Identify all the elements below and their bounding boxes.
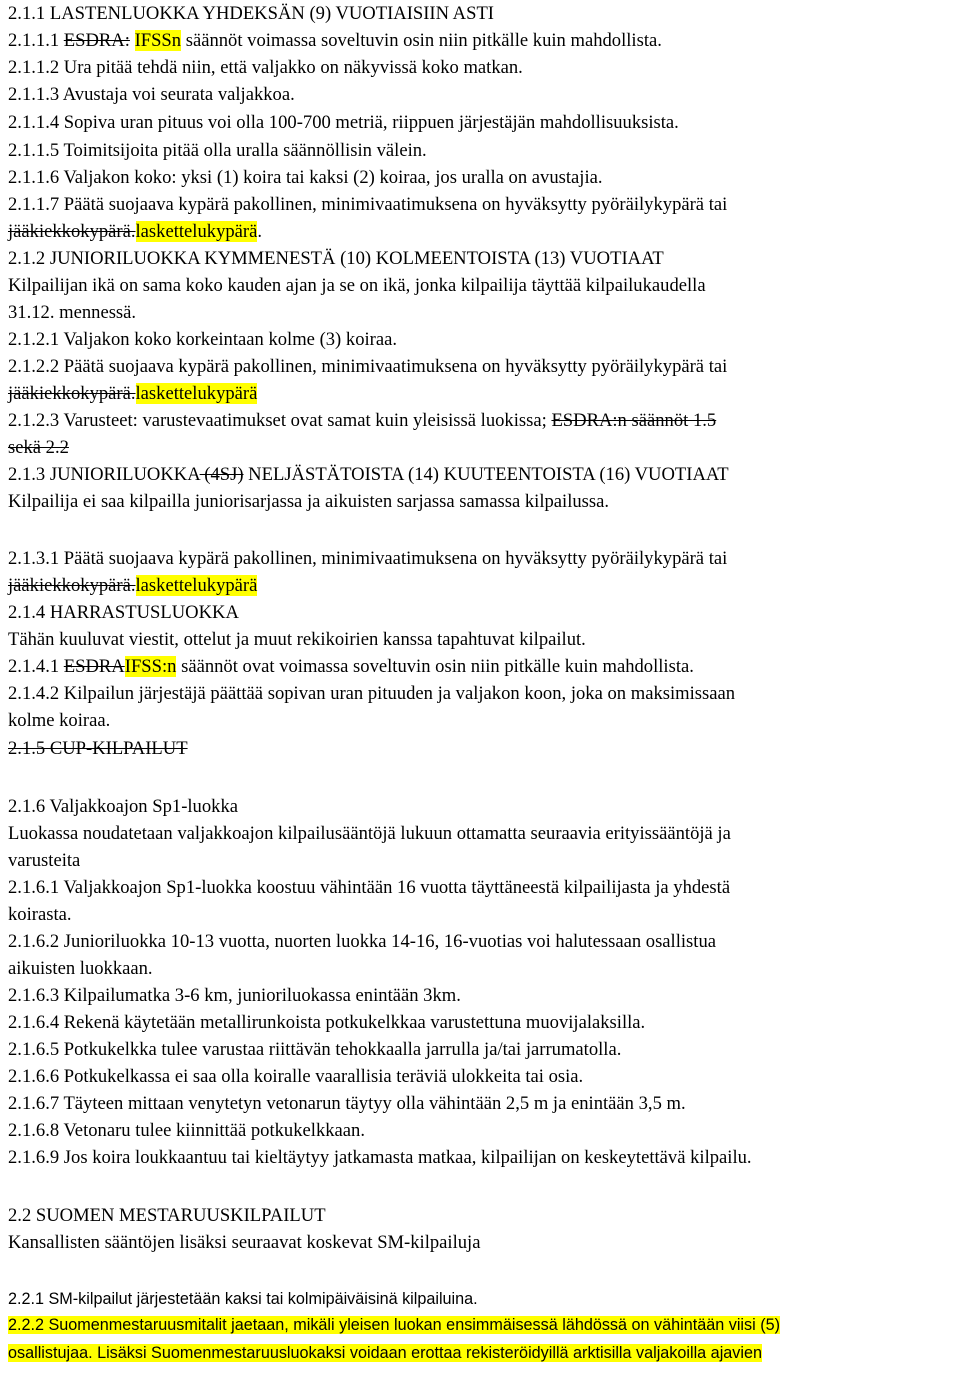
document-line [8, 81, 295, 108]
line-text: 2.1.2.1 Valjakon koko korkeintaan kolme (3) koiraa. [8, 329, 397, 350]
line-text: aikuisten luokkaan. [8, 958, 153, 979]
deleted-text: ESDRA:n säännöt 1.5 [551, 410, 717, 431]
highlighted-text: laskettelukypärä [135, 221, 258, 242]
document-line [8, 847, 80, 874]
line-text: 2.1.6.5 Potkukelkka tulee varustaa riittävän tehokkaalla jarrulla ja/tai jarrumatolla. [8, 1039, 622, 1060]
line-text: 2.1.4 HARRASTUSLUOKKA [8, 602, 239, 623]
document-line [8, 245, 664, 272]
line-text: 31.12. mennessä. [8, 302, 137, 323]
document-line [8, 545, 727, 572]
line-text: 2.1.6.9 Jos koira loukkaantuu tai kieltäytyy jatkamasta matkaa, kilpailijan on keskeytettävä kilpailu. [8, 1147, 752, 1168]
line-text: 2.1.6.3 Kilpailumatka 3-6 km, junioriluokassa enintään 3km. [8, 985, 461, 1006]
deleted-text: jääkiekkokypärä. [8, 575, 136, 596]
line-text: 2.1.3 JUNIORILUOKKA [8, 464, 200, 485]
document-line [8, 326, 397, 353]
document-line [8, 27, 662, 54]
deleted-text: sekä 2.2 [8, 437, 69, 458]
line-text: säännöt voimassa soveltuvin osin niin pitkälle kuin mahdollista. [181, 30, 662, 51]
document-line [8, 680, 735, 707]
document-line [8, 0, 494, 27]
line-text: säännöt ovat voimassa soveltuvin osin niin pitkälle kuin mahdollista. [176, 656, 694, 677]
line-text: 2.1.1.6 Valjakon koko: yksi (1) koira tai kaksi (2) koiraa, jos uralla on avustajia. [8, 167, 603, 188]
document-line [8, 299, 136, 326]
line-text: Kansallisten sääntöjen lisäksi seuraavat koskevat SM-kilpailuja [8, 1232, 481, 1253]
document-line [8, 461, 729, 488]
line-text: 2.1.2.3 Varusteet: varustevaatimukset ovat samat kuin yleisissä luokissa; [8, 410, 552, 431]
line-text: koirasta. [8, 904, 72, 925]
document-line [8, 1312, 780, 1339]
document-line [8, 626, 586, 653]
document-line [8, 707, 110, 734]
document-line [8, 407, 716, 434]
line-text: 2.1.6.6 Potkukelkassa ei saa olla koiralle vaarallisia teräviä ulokkeita tai osia. [8, 1066, 584, 1087]
document-line [8, 434, 69, 461]
document-line [8, 272, 706, 299]
document-line [8, 1090, 686, 1117]
line-text: Tähän kuuluvat viestit, ottelut ja muut rekikoirien kanssa tapahtuvat kilpailut. [8, 629, 586, 650]
highlighted-text: 2.2.2 Suomenmestaruusmitalit jaetaan, mikäli yleisen luokan ensimmäisessä lähdössä on vähintään viisi (5) [8, 1316, 780, 1334]
document-line [8, 599, 239, 626]
line-text: 2.1.6.4 Rekenä käytetään metallirunkoista potkukelkkaa varustettuna muovijalaksilla. [8, 1012, 646, 1033]
line-text: 2.1.6.2 Junioriluokka 10-13 vuotta, nuorten luokka 14-16, 16-vuotias voi halutessaan osallistua [8, 931, 717, 952]
highlighted-text: osallistujaa. Lisäksi Suomenmestaruusluokaksi voidaan erottaa rekisteröidyillä arktisilla valjakoilla ajavien [8, 1344, 762, 1362]
deleted-text: ESDRA [63, 656, 125, 677]
line-text: 2.1.2.2 Päätä suojaava kypärä pakollinen, minimivaatimuksena on hyväksytty pyöräilykypärä tai [8, 356, 728, 377]
deleted-text: (4SJ) [199, 464, 244, 485]
highlighted-text: laskettelukypärä [135, 575, 258, 596]
document-line [8, 653, 694, 680]
line-text: 2.1.4.1 [8, 656, 64, 677]
line-text: Kilpailija ei saa kilpailla juniorisarjassa ja aikuisten sarjassa samassa kilpailussa. [8, 491, 610, 512]
line-text: 2.1.4.2 Kilpailun järjestäjä päättää sopivan uran pituuden ja valjakon koon, joka on maksimissaan [8, 683, 736, 704]
highlighted-text: IFSS:n [124, 656, 177, 677]
line-text: 2.1.1 LASTENLUOKKA YHDEKSÄN (9) VUOTIAISIIN ASTI [8, 3, 494, 24]
document-line [8, 218, 262, 245]
document-line [8, 109, 679, 136]
highlighted-text: IFSSn [134, 30, 182, 51]
line-text: 2.1.1.2 Ura pitää tehdä niin, että valjakko on näkyvissä koko matkan. [8, 57, 523, 78]
line-text: 2.1.1.1 [8, 30, 64, 51]
line-text: 2.1.1.3 Avustaja voi seurata valjakkoa. [8, 84, 295, 105]
deleted-text: jääkiekkokypärä. [8, 383, 136, 404]
document-line [8, 1063, 583, 1090]
document-line [8, 982, 461, 1009]
highlighted-text: laskettelukypärä [135, 383, 258, 404]
document-line [8, 1117, 365, 1144]
deleted-text: 2.1.5 CUP-KILPAILUT [8, 738, 188, 759]
document-line [8, 1286, 478, 1313]
line-text: Luokassa noudatetaan valjakkoajon kilpailusääntöjä lukuun ottamatta seuraavia erityissääntöjä ja [8, 823, 731, 844]
document-line [8, 353, 727, 380]
line-text: 2.2.1 SM-kilpailut järjestetään kaksi tai kolmipäiväisinä kilpailuina. [8, 1290, 478, 1308]
line-text: . [257, 221, 263, 242]
line-text: 2.1.6.8 Vetonaru tulee kiinnittää potkukelkkaan. [8, 1120, 365, 1141]
line-text: 2.1.3.1 Päätä suojaava kypärä pakollinen, minimivaatimuksena on hyväksytty pyöräilykypärä tai [8, 548, 728, 569]
line-text: 2.1.1.4 Sopiva uran pituus voi olla 100-700 metriä, riippuen järjestäjän mahdollisuuksista. [8, 112, 679, 133]
line-text: NELJÄSTÄTOISTA (14) KUUTEENTOISTA (16) VUOTIAAT [243, 464, 729, 485]
line-text: varusteita [8, 850, 81, 871]
line-text: 2.1.6.1 Valjakkoajon Sp1-luokka koostuu vähintään 16 vuotta täyttäneestä kilpailijasta ja yhdestä [8, 877, 731, 898]
document-line [8, 793, 238, 820]
document-line [8, 54, 523, 81]
document-line [8, 1229, 480, 1256]
document-line [8, 1340, 762, 1367]
line-text: Kilpailijan ikä on sama koko kauden ajan ja se on ikä, jonka kilpailija täyttää kilpailukaudella [8, 275, 706, 296]
document-line [8, 820, 731, 847]
document-line [8, 928, 716, 955]
document-line [8, 1009, 645, 1036]
line-text: 2.1.6.7 Täyteen mittaan venytetyn vetonarun täytyy olla vähintään 2,5 m ja enintään 3,5 m. [8, 1093, 686, 1114]
deleted-text: jääkiekkokypärä. [8, 221, 136, 242]
document-line [8, 572, 257, 599]
line-text [130, 30, 135, 51]
document-line [8, 1202, 326, 1229]
document-line [8, 488, 609, 515]
line-text: 2.1.6 Valjakkoajon Sp1-luokka [8, 796, 238, 817]
line-text: 2.1.1.7 Päätä suojaava kypärä pakollinen, minimivaatimuksena on hyväksytty pyöräilykypärä tai [8, 194, 728, 215]
document-line [8, 874, 730, 901]
document-line [8, 1036, 621, 1063]
line-text: 2.1.1.5 Toimitsijoita pitää olla uralla säännöllisin välein. [8, 140, 427, 161]
document-line [8, 1144, 752, 1171]
line-text: kolme koiraa. [8, 710, 111, 731]
line-text: 2.2 SUOMEN MESTARUUSKILPAILUT [8, 1205, 326, 1226]
document-line [8, 735, 188, 762]
deleted-text: ESDRA: [63, 30, 130, 51]
document-line [8, 164, 603, 191]
document-line [8, 191, 727, 218]
document-line [8, 380, 257, 407]
line-text: 2.1.2 JUNIORILUOKKA KYMMENESTÄ (10) KOLMEENTOISTA (13) VUOTIAAT [8, 248, 664, 269]
document-line [8, 955, 153, 982]
document-line [8, 137, 427, 164]
document-line [8, 901, 72, 928]
